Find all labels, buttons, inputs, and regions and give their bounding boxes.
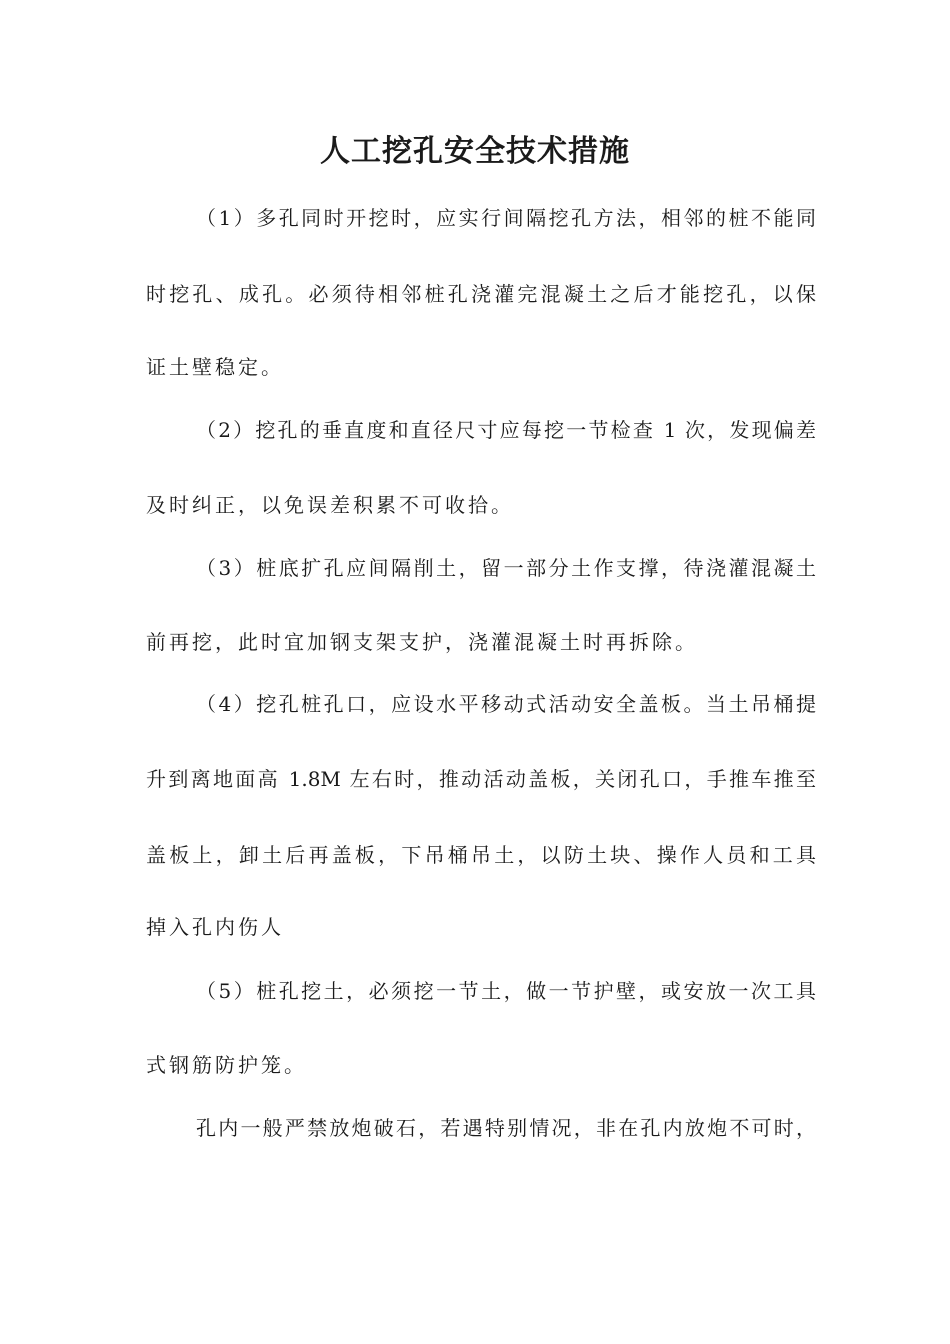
paragraph-2-line-1: （2）挖孔的垂直度和直径尺寸应每挖一节检查 1 次，发现偏差: [196, 418, 816, 442]
paragraph-1-line-2: 时挖孔、成孔。必须待相邻桩孔浇灌完混凝土之后才能挖孔，以保: [146, 282, 816, 306]
paragraph-5-line-2: 式钢筋防护笼。: [146, 1053, 307, 1077]
document-title: 人工挖孔安全技术措施: [320, 134, 630, 169]
paragraph-3-line-1: （3）桩底扩孔应间隔削土，留一部分土作支撑，待浇灌混凝土: [196, 556, 816, 580]
paragraph-1-line-3: 证土壁稳定。: [146, 355, 284, 379]
paragraph-5-line-1: （5）桩孔挖土，必须挖一节土，做一节护壁，或安放一次工具: [196, 979, 816, 1003]
paragraph-4-line-3: 盖板上，卸土后再盖板，下吊桶吊土，以防土块、操作人员和工具: [146, 843, 816, 867]
paragraph-2-line-2: 及时纠正，以免误差积累不可收拾。: [146, 493, 514, 517]
paragraph-4-line-4: 掉入孔内伤人: [146, 915, 284, 939]
paragraph-6-line-1: 孔内一般严禁放炮破石，若遇特别情况，非在孔内放炮不可时，: [196, 1116, 816, 1140]
paragraph-1-line-1: （1）多孔同时开挖时，应实行间隔挖孔方法，相邻的桩不能同: [196, 206, 816, 230]
paragraph-4-line-1: （4）挖孔桩孔口，应设水平移动式活动安全盖板。当土吊桶提: [196, 692, 816, 716]
paragraph-4-line-2: 升到离地面高 1.8M 左右时，推动活动盖板，关闭孔口，手推车推至: [146, 767, 816, 791]
paragraph-3-line-2: 前再挖，此时宜加钢支架支护，浇灌混凝土时再拆除。: [146, 630, 698, 654]
